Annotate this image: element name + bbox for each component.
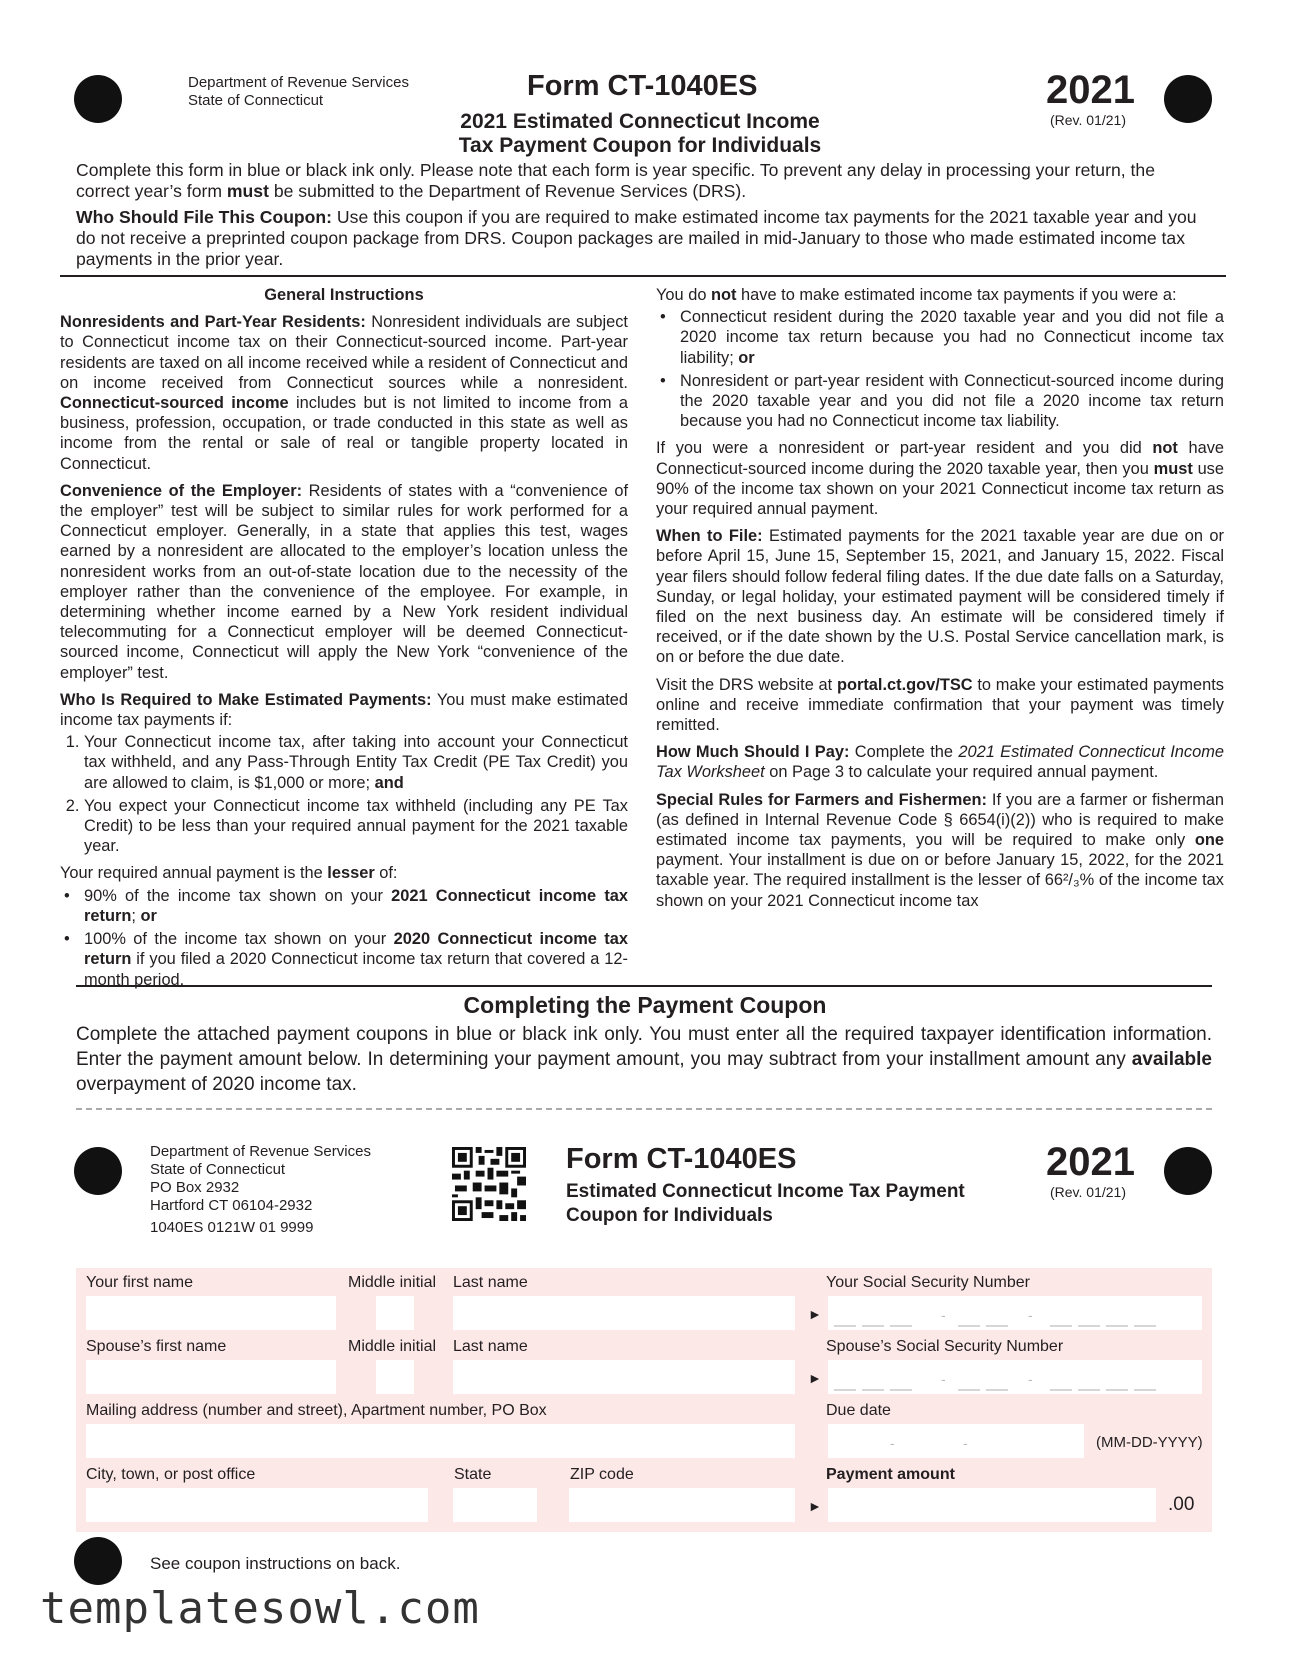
farmers-paragraph: Special Rules for Farmers and Fishermen: If you are a farmer or fisherman (as defined in Internal Revenue Code § 6654(i)(2)) who is required to make estimated income tax payments, you will be required to make only one payment. Your installment is due on or before January 15, 2022, for the 2021 taxable year. The required installment is the lesser of 66²/₃% of the income tax shown on your 2021 Connecticut income tax: [656, 790, 1224, 910]
coupon-subtitle-line-1: Estimated Connecticut Income Tax Payment: [566, 1181, 965, 1202]
agency-line-2: State of Connecticut: [188, 92, 324, 109]
spouse-ssn-digit-guides: [828, 1360, 1202, 1394]
first-name-label: Your first name: [86, 1274, 194, 1291]
how-much-paragraph: How Much Should I Pay: Complete the 2021 Estimated Connecticut Income Tax Worksheet on Page 3 to calculate your required annual payment.: [656, 743, 1224, 782]
registration-mark: [1164, 1147, 1212, 1195]
coupon-agency-line-1: Department of Revenue Services: [150, 1143, 371, 1160]
who-required-paragraph: Who Is Required to Make Estimated Payments: You must make estimated income tax payments if:: [60, 690, 628, 730]
arrow-right-icon: ►: [808, 1370, 822, 1386]
last-name-input[interactable]: [453, 1296, 795, 1330]
svg-text:-: -: [941, 1371, 946, 1387]
registration-mark: [74, 75, 122, 123]
state-input[interactable]: [453, 1488, 537, 1522]
coupon-code: 1040ES 0121W 01 9999: [150, 1219, 314, 1236]
not-required-list: [656, 307, 1224, 431]
who-required-list: [60, 732, 628, 856]
divider: [60, 275, 1226, 277]
registration-mark: [74, 1147, 122, 1195]
cents-suffix: .00: [1168, 1494, 1195, 1515]
svg-text:-: -: [1028, 1371, 1033, 1387]
form-year: 2021: [1046, 68, 1135, 112]
coupon-subtitle: [566, 1180, 965, 1228]
coupon-agency-address: [150, 1143, 371, 1237]
arrow-right-icon: ►: [808, 1498, 822, 1514]
coupon-year: 2021: [1046, 1140, 1135, 1184]
due-date-guides: [828, 1424, 1084, 1458]
list-item: • 100% of the income tax shown on your 2020 Connecticut income tax return if you filed a 2020 Connecticut income tax return that covered a 12-month period.: [84, 929, 628, 990]
arrow-right-icon: ►: [808, 1306, 822, 1322]
coupon-footer-note: See coupon instructions on back.: [150, 1554, 401, 1573]
ssn-label: Your Social Security Number: [826, 1274, 1030, 1291]
watermark-text: templatesowl.com: [40, 1583, 480, 1634]
intro-text: [76, 160, 1212, 270]
form-revision: (Rev. 01/21): [1050, 112, 1126, 128]
list-item: • Nonresident or part-year resident with Connecticut-sourced income during the 2020 taxable year and you did not file a 2020 income tax return because you had no Connecticut income tax liability.: [680, 371, 1224, 432]
payment-amount-label: Payment amount: [826, 1466, 955, 1483]
spouse-middle-initial-label: Middle initial: [348, 1338, 437, 1355]
spouse-last-name-input[interactable]: [453, 1360, 795, 1394]
visit-website-paragraph: Visit the DRS website at portal.ct.gov/TSC to make your estimated payments online and receive immediate confirmation that your payment was timely remitted.: [656, 675, 1224, 735]
address-input[interactable]: [86, 1424, 795, 1458]
website-link[interactable]: portal.ct.gov/TSC: [836, 675, 973, 694]
zip-input[interactable]: [569, 1488, 795, 1522]
subtitle-line-1: 2021 Estimated Connecticut Income: [460, 110, 820, 133]
completing-body: Complete the attached payment coupons in blue or black ink only. You must enter all the required taxpayer identification information. Enter the payment amount below. In determining your payment amount, you may subtract from your installment amount any available overpayment of 2020 income tax.: [76, 1024, 1212, 1095]
spouse-first-name-input[interactable]: [86, 1360, 336, 1394]
nonresidents-paragraph: Nonresidents and Part-Year Residents: Nonresident individuals are subject to Connecticut income tax on their Connecticut-sourced income. Part-year residents are taxed on all income received while a resident of Connecticut and on income received from Connecticut sources while a nonresident. Connecticut-sourced income includes but is not limited to income from a business, profession, occupation, or trade conducted in this state as well as income from the rental or sale of real or tangible property located in Connecticut.: [60, 313, 628, 473]
required-payment-list: [60, 886, 628, 990]
payment-coupon-form: [76, 1268, 1212, 1532]
qr-code-icon: [452, 1147, 526, 1221]
due-date-input[interactable]: [828, 1424, 1084, 1458]
right-column: [656, 285, 1224, 978]
coupon-form-title: Form CT-1040ES: [566, 1143, 797, 1175]
nonresident-paragraph: If you were a nonresident or part-year resident and you did not have Connecticut-sourced income during the 2020 taxable year, then you must use 90% of the income tax shown on your 2021 Connecticut income tax return as your required annual payment.: [656, 439, 1224, 519]
payment-amount-input[interactable]: [828, 1488, 1156, 1522]
last-name-label: Last name: [453, 1274, 528, 1291]
ssn-digit-guides: [828, 1296, 1202, 1330]
city-label: City, town, or post office: [86, 1466, 256, 1483]
left-column: [60, 285, 628, 997]
spouse-ssn-input[interactable]: [828, 1360, 1202, 1394]
general-instructions-heading: General Instructions: [264, 286, 424, 304]
list-item: 1. Your Connecticut income tax, after taking into account your Connecticut tax withheld, and any Pass-Through Entity Tax Credit (PE Tax Credit) you are allowed to claim, is $1,000 or more; and: [84, 732, 628, 793]
form-subtitle: [440, 110, 840, 158]
divider: [76, 985, 1212, 987]
coupon-agency-line-4: Hartford CT 06104-2932: [150, 1197, 313, 1214]
subtitle-line-2: Tax Payment Coupon for Individuals: [458, 134, 822, 157]
spouse-middle-initial-input[interactable]: [376, 1360, 414, 1394]
form-title: Form CT-1040ES: [527, 70, 758, 102]
list-item: • 90% of the income tax shown on your 2021 Connecticut income tax return; or: [84, 886, 628, 926]
coupon-subtitle-line-2: Coupon for Individuals: [566, 1205, 773, 1226]
svg-text:-: -: [963, 1435, 968, 1451]
coupon-agency-line-2: State of Connecticut: [150, 1161, 286, 1178]
agency-line-1: Department of Revenue Services: [188, 74, 409, 91]
middle-initial-input[interactable]: [376, 1296, 414, 1330]
address-label: Mailing address (number and street), Apartment number, PO Box: [86, 1402, 547, 1419]
svg-text:-: -: [890, 1435, 895, 1451]
coupon-agency-line-3: PO Box 2932: [150, 1179, 240, 1196]
list-item: • Connecticut resident during the 2020 taxable year and you did not file a 2020 income tax return because you had no Connecticut income tax liability; or: [680, 307, 1224, 368]
svg-text:-: -: [1028, 1307, 1033, 1323]
coupon-revision: (Rev. 01/21): [1050, 1184, 1126, 1200]
svg-text:-: -: [941, 1307, 946, 1323]
spouse-ssn-label: Spouse’s Social Security Number: [826, 1338, 1064, 1355]
tear-line: [76, 1108, 1212, 1110]
spouse-last-name-label: Last name: [453, 1338, 528, 1355]
first-name-input[interactable]: [86, 1296, 336, 1330]
intro-paragraph-1: Complete this form in blue or black ink only. Please note that each form is year specific. To prevent any delay in processing your return, the correct year’s form must be submitted to the Department of Revenue Services (DRS).: [76, 160, 1155, 201]
list-item: 2. You expect your Connecticut income tax withheld (including any PE Tax Credit) to be less than your required annual payment for the 2021 taxable year.: [84, 796, 628, 857]
completing-heading: Completing the Payment Coupon: [463, 992, 827, 1018]
when-to-file-paragraph: When to File: Estimated payments for the 2021 taxable year are due on or before April 15, June 15, September 15, 2021, and January 15, 2022. Fiscal year filers should follow federal filing dates. If the due date falls on a Saturday, Sunday, or legal holiday, your estimated payment will be considered timely if filed on the next business day. An estimate will be considered timely if received, or if the date shown by the U.S. Postal Service cancellation mark, is on or before the due date.: [656, 527, 1224, 667]
ssn-input[interactable]: [828, 1296, 1202, 1330]
middle-initial-label: Middle initial: [348, 1274, 437, 1291]
due-date-label: Due date: [826, 1402, 891, 1419]
date-format-hint: (MM-DD-YYYY): [1096, 1434, 1203, 1451]
required-payment-paragraph: Your required annual payment is the lesser of:: [60, 864, 398, 883]
state-label: State: [454, 1466, 492, 1483]
agency-name: [188, 74, 409, 110]
zip-label: ZIP code: [570, 1466, 634, 1483]
not-required-paragraph: You do not have to make estimated income tax payments if you were a:: [656, 286, 1177, 304]
city-input[interactable]: [86, 1488, 428, 1522]
spouse-first-name-label: Spouse’s first name: [86, 1338, 227, 1355]
registration-mark: [74, 1537, 122, 1585]
intro-paragraph-2: Who Should File This Coupon: Use this coupon if you are required to make estimated income tax payments for the 2021 taxable year and you do not receive a preprinted coupon package from DRS. Coupon packages are mailed in mid-January to those who made estimated income tax payments in the prior year.: [76, 207, 1197, 269]
registration-mark: [1164, 75, 1212, 123]
convenience-paragraph: Convenience of the Employer: Residents of states with a “convenience of the employer” test will be subject to similar rules for work performed for a Connecticut employer. Generally, in a state that applies this test, wages earned by a nonresident are allocated to the employer’s location unless the nonresident works from an out-of-state location due to the necessity of the employer rather than the convenience of the employee. For example, in determining whether income earned by a New York resident individual telecommuting for a Connecticut employer will be deemed Connecticut-sourced income, Connecticut will apply the New York “convenience of the employer” test.: [60, 481, 628, 682]
